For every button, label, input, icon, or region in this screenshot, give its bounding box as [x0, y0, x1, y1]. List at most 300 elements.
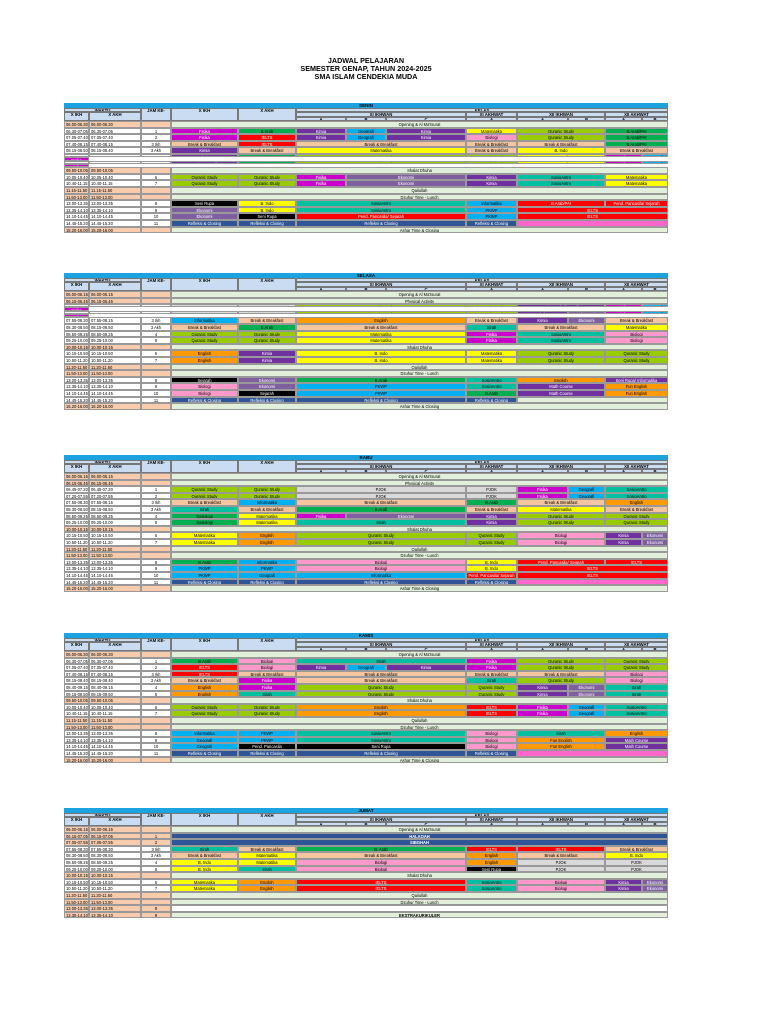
jam-ke: 1 — [141, 128, 171, 135]
jam-ke — [141, 154, 171, 157]
time-x-akh: 11.50-13.00 — [89, 370, 141, 377]
jam-ke: 8 — [141, 730, 171, 737]
table-row — [64, 403, 668, 410]
subject-cell: Quranic Study — [171, 174, 238, 181]
subject-cell: Geografi — [346, 128, 386, 135]
table-row — [64, 899, 668, 906]
header-xii-ikhwan: XII IKHWAN — [517, 642, 605, 646]
jam-ke: 3 Akh — [141, 147, 171, 154]
time-x-ikh: 06.00-06.15 — [66, 827, 88, 832]
break-activity: Dzuhur Time - Lunch — [171, 194, 668, 201]
subject-cell: Fun English — [605, 383, 668, 390]
time-x-akh: 07.55-08.15 — [89, 499, 141, 506]
time-x-ikh: 06.00-06.15 — [66, 474, 88, 479]
subject-cell — [642, 304, 668, 307]
subject-cell: PKWP — [238, 730, 296, 737]
subject-cell: Matematika — [171, 885, 238, 892]
time-x-akh: 10.40-11.15 — [89, 180, 141, 187]
subject-cell: Quranic Study — [296, 532, 466, 539]
column-header — [64, 108, 668, 121]
time-x-ikh: 11.50-13.00 — [66, 194, 88, 200]
subject-cell: Informatika — [171, 730, 238, 737]
subject-cell: B. Indo — [605, 852, 668, 859]
subject-cell: IELTS — [238, 141, 296, 148]
time-x-ikh: 10.05-10.40 — [66, 174, 88, 180]
subject-cell — [466, 154, 517, 157]
subject-cell: Biologi — [466, 737, 517, 744]
subject-cell: Matematika — [466, 350, 517, 357]
subject-cell: Biologi — [296, 559, 466, 566]
subject-cell: B.Arab — [296, 377, 466, 384]
subject-cell: Kimia — [296, 664, 346, 671]
time-x-ikh: 07.40-08.15 — [66, 141, 88, 147]
subject-cell — [517, 154, 605, 157]
subject-cell — [605, 161, 642, 164]
subject-cell: Ekonomi — [346, 180, 466, 187]
subject-cell — [517, 161, 605, 164]
subject-cell: B.Arab/PAI — [605, 134, 668, 141]
subject-cell: Biologi — [605, 677, 668, 684]
subject-cell: Geografi — [346, 664, 386, 671]
time-x-akh: 10.40-11.15 — [89, 710, 141, 717]
time-x-akh: 11.15-11.50 — [89, 187, 141, 194]
time-x-akh: 10.15-10.50 — [89, 350, 141, 357]
subject-cell: Quranic Study — [238, 180, 296, 187]
subject-cell: Break & Breakfast — [466, 671, 517, 678]
header-xi-ikhwan: XI IKHWAN — [296, 642, 466, 646]
time-x-ikh: 09.25-10.00 — [66, 866, 88, 872]
jam-ke: 3 Ikh — [141, 846, 171, 853]
header-x-ikh: X IKH — [171, 460, 238, 473]
subject-cell: Matematika — [238, 513, 296, 520]
jam-ke — [141, 872, 171, 879]
table-row — [64, 905, 668, 912]
jam-ke: 7 — [141, 180, 171, 187]
subject-cell: Ekonomi — [238, 377, 296, 384]
time-x-akh: 08.15-08.50 — [89, 506, 141, 513]
time-x-ikh: 06.15-07.05 — [66, 833, 88, 839]
time-x-akh: 14.45-15.20 — [89, 397, 141, 404]
header-kelas: KELAS — [296, 108, 668, 112]
table-row — [64, 227, 668, 234]
break-activity: Opening & Al Ma'tsurat — [171, 826, 668, 833]
subject-cell: Quranic Study — [517, 357, 605, 364]
subject-cell: Fisika — [238, 684, 296, 691]
header-x-ikh-time: X IKH — [64, 464, 89, 473]
subject-cell: SosioAntro — [517, 180, 605, 187]
subject-cell: PJOK — [605, 859, 668, 866]
subject-cell: Biologi — [605, 331, 668, 338]
subject-cell: PKWP — [171, 572, 238, 579]
subject-cell: Ekonomi — [346, 174, 466, 181]
table-row — [64, 717, 668, 724]
jam-ke — [141, 826, 171, 833]
header-subclass: B — [568, 469, 605, 473]
header-jamke: JAM KE- — [141, 278, 171, 291]
subject-cell: Break & Breakfast — [171, 499, 238, 506]
jam-ke: 11 — [141, 579, 171, 586]
subject-cell: Break & Breakfast — [238, 846, 296, 853]
jam-ke — [141, 473, 171, 480]
header-subclass: A — [466, 822, 517, 826]
subject-cell: Ekonomi — [238, 383, 296, 390]
subject-cell: Kimia — [605, 539, 642, 546]
subject-cell: IELTS — [466, 710, 517, 717]
time-x-ikh: 10.15-10.50 — [66, 879, 88, 885]
time-x-ikh: 11.50-13.00 — [66, 899, 88, 905]
jam-ke: 1 — [141, 833, 171, 840]
subject-cell: Fisika — [296, 180, 346, 187]
subject-cell: Fisika — [466, 664, 517, 671]
break-activity: Ashar Time & Closing — [171, 585, 668, 592]
subject-cell: Biologi — [171, 383, 238, 390]
time-x-ikh: 09.50-10.05 — [66, 698, 88, 704]
subject-cell: Matematika — [605, 180, 668, 187]
subject-cell: Quranic Study — [466, 532, 517, 539]
time-x-ikh: 13.35-14.10 — [66, 384, 88, 390]
subject-cell: Informatika — [296, 572, 466, 579]
time-x-akh: 14.45-15.20 — [89, 579, 141, 586]
header-xii-ikhwan: XII IKHWAN — [517, 464, 605, 468]
table-row — [64, 757, 668, 764]
subject-cell: Biologi — [296, 866, 466, 873]
subject-cell: Break & Breakfast — [171, 324, 238, 331]
time-x-ikh: 07.40-08.15 — [66, 671, 88, 677]
subject-cell: Quranic Study — [238, 704, 296, 711]
table-row — [64, 180, 668, 187]
time-x-akh: 15.20-16.00 — [89, 227, 141, 234]
break-activity: Physical Activity — [171, 298, 668, 305]
jam-ke: 11 — [141, 220, 171, 227]
table-row — [64, 677, 668, 684]
time-x-akh: 08.50-09.25 — [89, 331, 141, 338]
subject-cell: Kimia — [238, 350, 296, 357]
table-row — [64, 691, 668, 698]
time-x-ikh: 15.20-16.00 — [66, 404, 88, 410]
subject-cell: Kimia — [517, 691, 568, 698]
subject-cell: Math Course — [605, 743, 668, 750]
time-x-akh — [89, 161, 141, 164]
time-x-ikh: 10.00-10.15 — [66, 526, 88, 532]
subject-cell: PJOK — [466, 493, 517, 500]
subject-cell: SosioAntro — [466, 885, 517, 892]
jam-ke: 3 Ikh — [141, 499, 171, 506]
subject-cell: PJOK — [517, 859, 605, 866]
subject-cell: PJOK — [605, 866, 668, 873]
jam-ke — [141, 311, 171, 314]
time-x-akh: 14.10-14.45 — [89, 390, 141, 397]
subject-cell: English — [517, 377, 605, 384]
time-x-akh: 14.10-14.45 — [89, 572, 141, 579]
header-subclass: B — [346, 287, 386, 291]
time-x-ikh: 13.35-14.10 — [66, 566, 88, 572]
time-x-ikh: 14.45-15.20 — [66, 750, 88, 756]
jam-ke — [141, 161, 171, 164]
break-activity — [171, 905, 668, 912]
subject-cell: Quranic Study — [517, 350, 605, 357]
table-row — [64, 826, 668, 833]
break-activity: Opening & Al Ma'tsurat — [171, 651, 668, 658]
break-activity: HALAQAH — [171, 833, 668, 840]
jam-ke: 4 — [141, 859, 171, 866]
time-x-akh: 11.50-13.00 — [89, 724, 141, 731]
time-x-ikh: 14.10-14.45 — [66, 390, 88, 396]
subject-cell: Quranic Study — [517, 658, 605, 665]
subject-cell: Refleksi & Closing — [296, 750, 466, 757]
time-x-akh: 08.40-09.15 — [89, 684, 141, 691]
table-row — [64, 572, 668, 579]
subject-cell: Fun English — [517, 737, 605, 744]
subject-cell: B. Indo — [238, 207, 296, 214]
subject-cell — [296, 304, 466, 307]
subject-cell — [466, 161, 517, 164]
day-section-senin — [64, 103, 668, 233]
break-activity: Ashar Time & Closing — [171, 403, 668, 410]
header-subclass: A — [296, 287, 346, 291]
header-x-ikh: X IKH — [171, 638, 238, 651]
time-x-ikh: 13.00-13.35 — [66, 731, 88, 737]
header-xii-akhwat: XII AKHWAT — [605, 642, 668, 646]
subject-cell: IELTS — [238, 134, 296, 141]
table-row — [64, 684, 668, 691]
jam-ke: 2 — [141, 493, 171, 500]
subject-cell: Sirah — [296, 658, 466, 665]
day-title: SELASA — [64, 273, 668, 278]
table-row — [64, 499, 668, 506]
day-section-rabu — [64, 455, 668, 592]
table-row — [64, 879, 668, 886]
jam-ke: 8 — [141, 377, 171, 384]
subject-cell — [642, 311, 668, 314]
table-row — [64, 704, 668, 711]
time-x-akh: 10.50-11.20 — [89, 539, 141, 546]
header-subclass: A — [466, 647, 517, 651]
jam-ke — [141, 697, 171, 704]
subject-cell: SosioAntro — [517, 337, 605, 344]
time-x-akh: 10.00-10.15 — [89, 872, 141, 879]
time-x-ikh: 13.35-14.10 — [66, 737, 88, 743]
subject-cell: Quranic Study — [296, 684, 466, 691]
jam-ke — [141, 304, 171, 307]
subject-cell — [517, 750, 668, 757]
table-row — [64, 187, 668, 194]
subject-cell: Break & Breakfast — [517, 141, 605, 148]
time-x-ikh: 07.20-07.55 — [66, 493, 88, 499]
time-x-ikh: 14.10-14.45 — [66, 744, 88, 750]
subject-cell: Quranic Study — [517, 677, 605, 684]
subject-cell: Sirah — [517, 730, 605, 737]
subject-cell: Refleksi & Closing — [238, 220, 296, 227]
subject-cell: Sosiologi — [171, 519, 238, 526]
subject-cell: Refleksi & Closing — [238, 397, 296, 404]
break-activity: Ashar Time & Closing — [171, 757, 668, 764]
subject-cell: Seni Rupa — [171, 200, 238, 207]
subject-cell: SosioAntro — [296, 737, 466, 744]
jam-ke — [141, 651, 171, 658]
subject-cell: Seni Rupa — [466, 866, 517, 873]
subject-cell: PKWP — [238, 737, 296, 744]
table-row — [64, 304, 668, 311]
header-x-akh: X AKH — [238, 108, 296, 121]
jam-ke — [141, 187, 171, 194]
time-x-ikh: 11.15-11.50 — [66, 187, 88, 193]
time-x-akh — [89, 154, 141, 157]
time-x-ikh: 10.15-10.50 — [66, 533, 88, 539]
subject-cell: Kimia — [171, 147, 238, 154]
subject-cell: Quranic Study — [517, 513, 605, 520]
subject-cell: English — [238, 879, 296, 886]
time-x-akh: 07.05-07.40 — [89, 134, 141, 141]
time-x-ikh: 13.35-14.10 — [66, 207, 88, 213]
header-x-ikh-time: X IKH — [64, 817, 89, 826]
table-row — [64, 892, 668, 899]
subject-cell — [466, 311, 517, 314]
header-subclass: A — [517, 469, 568, 473]
header-kelas: KELAS — [296, 813, 668, 817]
time-x-akh: 10.05-10.40 — [89, 174, 141, 181]
break-activity: Opening & Al Ma'tsurat — [171, 121, 668, 128]
time-x-ikh: 06.00-06.30 — [66, 122, 88, 127]
subject-cell: Kimia — [296, 128, 346, 135]
header-x-ikh-time: X IKH — [64, 112, 89, 121]
header-subclass: A — [605, 647, 642, 651]
time-x-ikh: 14.10-14.45 — [66, 572, 88, 578]
table-row — [64, 200, 668, 207]
time-x-ikh: 10.05-10.40 — [66, 704, 88, 710]
title-line-2: SEMESTER GENAP, TAHUN 2024-2025 — [300, 64, 432, 73]
header-subclass: B — [346, 117, 386, 121]
table-row — [64, 324, 668, 331]
time-x-ikh: 11.50-13.00 — [66, 371, 88, 377]
subject-cell: Sirah — [171, 506, 238, 513]
jam-ke: 10 — [141, 743, 171, 750]
time-x-ikh: 10.15-10.50 — [66, 351, 88, 357]
table-row — [64, 147, 668, 154]
subject-cell: PJOK — [466, 486, 517, 493]
header-subclass: A — [296, 822, 346, 826]
header-subclass: B — [642, 647, 668, 651]
time-x-ikh: 07.05-07.55 — [66, 840, 88, 846]
subject-cell: Sejarah — [171, 377, 238, 384]
subject-cell: Quranic Study — [238, 331, 296, 338]
subject-cell: Quranic Study — [517, 134, 605, 141]
subject-cell: B.Arab — [466, 390, 517, 397]
table-row — [64, 331, 668, 338]
time-x-akh: 15.20-16.00 — [89, 757, 141, 764]
header-waktu: WAKTU — [64, 813, 141, 817]
time-x-akh: 07.55-08.15 — [89, 317, 141, 324]
header-subclass: B — [568, 822, 605, 826]
time-x-akh: 07.55-08.30 — [89, 846, 141, 853]
jam-ke: 3 Ikh — [141, 671, 171, 678]
time-x-ikh: 14.10-14.45 — [66, 214, 88, 220]
table-row — [64, 710, 668, 717]
time-x-akh: 14.45-15.20 — [89, 750, 141, 757]
jam-ke — [141, 899, 171, 906]
time-x-ikh: 08.30-08.50 — [66, 324, 88, 330]
table-row — [64, 697, 668, 704]
subject-cell: Break & Breakfast — [605, 506, 668, 513]
jam-ke: 1 — [141, 658, 171, 665]
subject-cell: PJOK — [296, 486, 466, 493]
break-activity: Qailullah — [171, 892, 668, 899]
break-activity: Ashar Time & Closing — [171, 227, 668, 234]
time-x-ikh: 10.00-10.15 — [66, 344, 88, 350]
subject-cell: Quranic Study — [466, 539, 517, 546]
subject-cell: Refleksi & Closing — [466, 220, 517, 227]
jam-ke — [141, 167, 171, 174]
table-row — [64, 506, 668, 513]
header-x-akh-time: X AKH — [89, 282, 141, 291]
header-subclass: A — [605, 117, 642, 121]
time-x-akh: 11.20-11.50 — [89, 364, 141, 371]
time-x-akh: 10.05-10.40 — [89, 704, 141, 711]
subject-cell: Quranic Study — [171, 180, 238, 187]
table-row — [64, 737, 668, 744]
header-subclass: A — [466, 287, 517, 291]
break-activity: Qailullah — [171, 717, 668, 724]
subject-cell: Fisika — [466, 658, 517, 665]
subject-cell: Fisika — [296, 513, 346, 520]
subject-cell: Ekonomi — [346, 513, 466, 520]
subject-cell: Quranic Study — [605, 513, 668, 520]
table-row — [64, 364, 668, 371]
jam-ke: 7 — [141, 710, 171, 717]
time-x-akh: 07.05-07.40 — [89, 664, 141, 671]
subject-cell: PKWP — [171, 565, 238, 572]
header-subclass: A — [466, 469, 517, 473]
header-subclass: B — [568, 647, 605, 651]
time-x-akh: 13.35-14.10 — [89, 383, 141, 390]
subject-cell: Kimia — [605, 885, 642, 892]
subject-cell: Refleksi & Closing — [171, 750, 238, 757]
subject-cell: Biologi — [517, 879, 605, 886]
subject-cell: English — [171, 350, 238, 357]
time-x-ikh: 15.20-16.00 — [66, 757, 88, 763]
subject-cell: IELTS — [296, 885, 466, 892]
jam-ke — [141, 757, 171, 764]
time-x-ikh: 10.40-11.15 — [66, 181, 88, 187]
time-x-ikh: 08.50-09.25 — [66, 513, 88, 519]
time-x-akh: 13.35-14.10 — [89, 737, 141, 744]
subject-cell: Break & Breakfast — [238, 671, 296, 678]
time-x-ikh: 09.25-10.00 — [66, 338, 88, 344]
time-x-akh: 06.00-06.15 — [89, 291, 141, 298]
subject-cell: Fisika — [238, 677, 296, 684]
subject-cell: Quranic Study — [238, 337, 296, 344]
subject-cell: IELTS — [517, 213, 668, 220]
subject-cell: Break & Breakfast — [466, 506, 517, 513]
time-x-akh: 08.15-08.40 — [89, 147, 141, 154]
table-row — [64, 671, 668, 678]
subject-cell: Break & Breakfast — [238, 147, 296, 154]
header-subclass: C — [386, 647, 466, 651]
jam-ke — [141, 344, 171, 351]
subject-cell: B.Arab — [171, 658, 238, 665]
table-row — [64, 154, 668, 161]
subject-cell: Break & Breakfast — [171, 852, 238, 859]
subject-cell — [517, 220, 668, 227]
jam-ke — [141, 526, 171, 533]
header-subclass: A — [605, 469, 642, 473]
table-row — [64, 480, 668, 487]
jam-ke: 6 — [141, 879, 171, 886]
time-x-ikh: 06.00-06.30 — [66, 652, 88, 657]
subject-cell: Quranic Study — [171, 486, 238, 493]
header-subclass: B — [568, 287, 605, 291]
subject-cell: IELTS — [517, 846, 605, 853]
subject-cell: B. Indo — [296, 357, 466, 364]
